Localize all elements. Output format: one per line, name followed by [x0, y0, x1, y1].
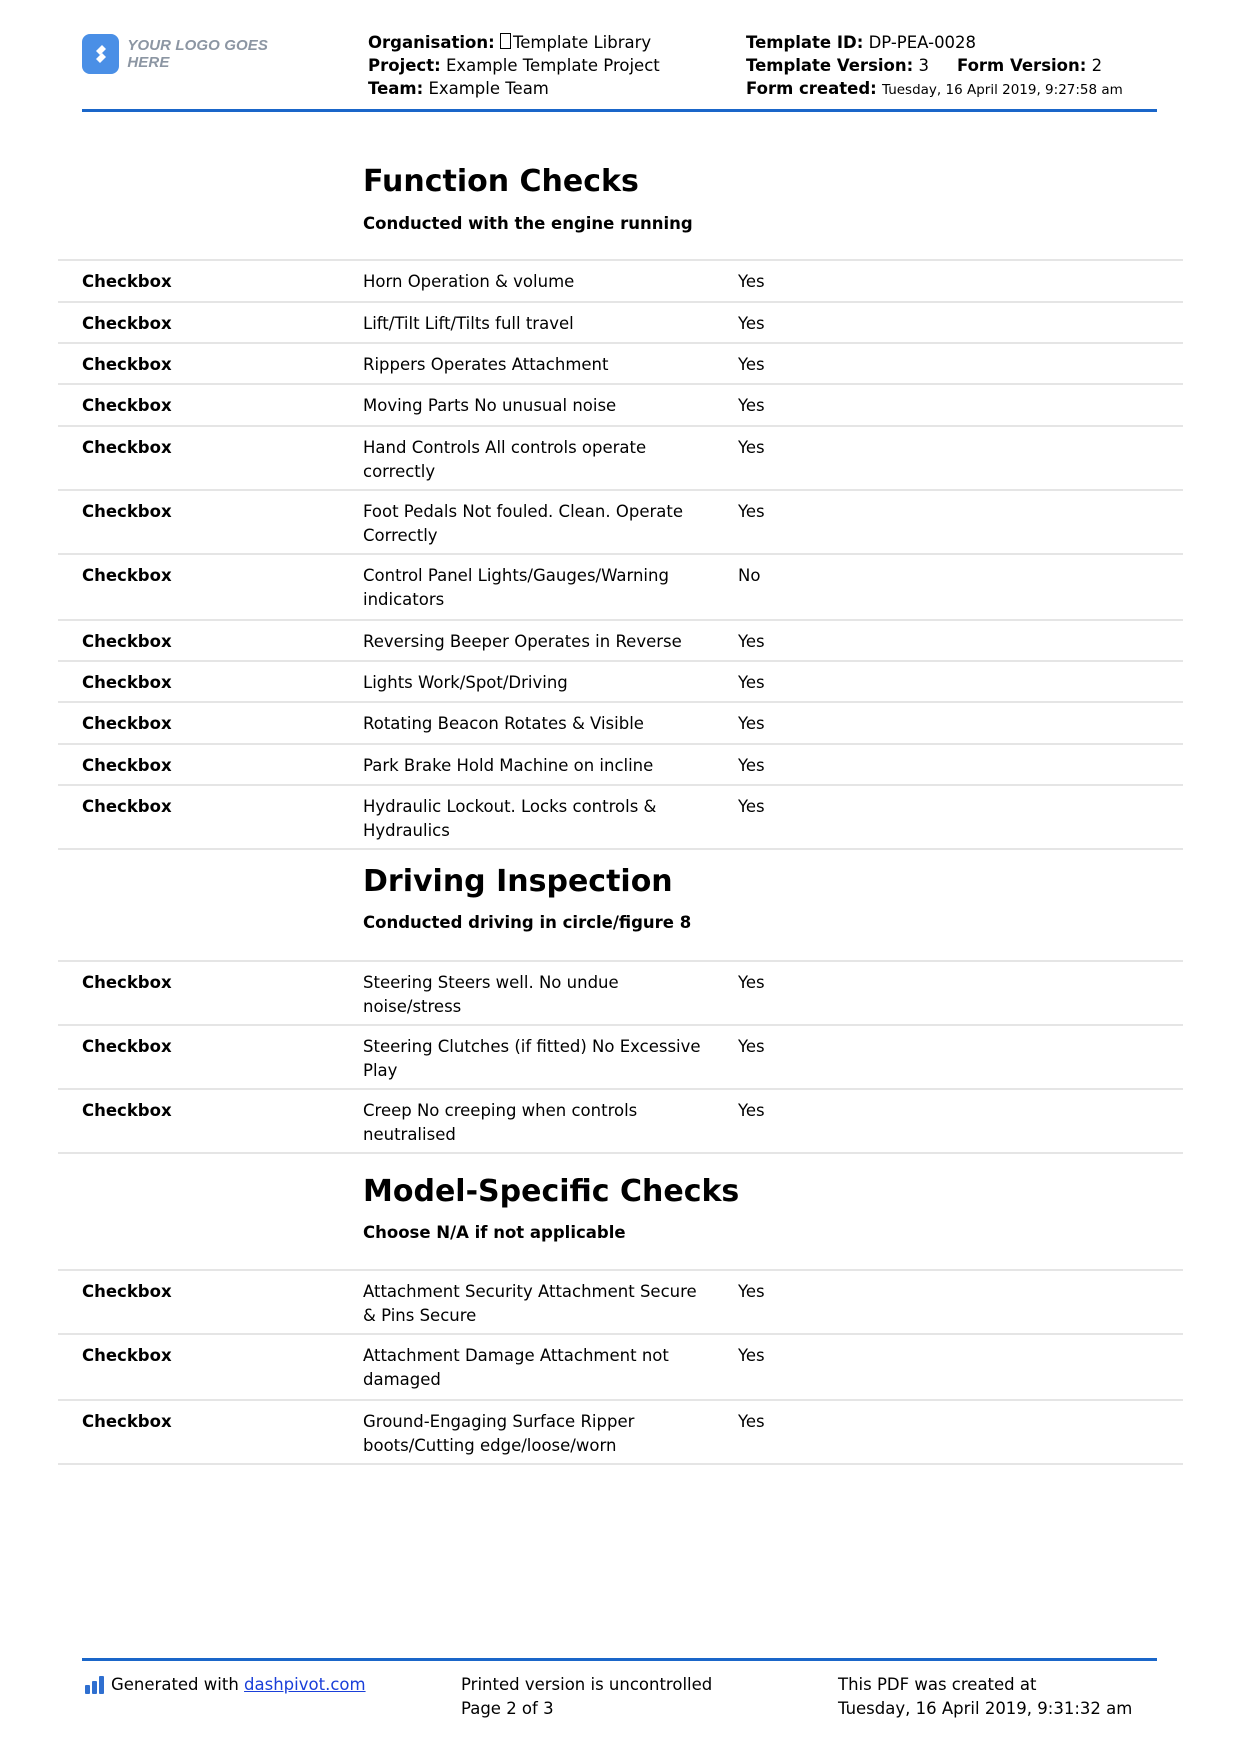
- form-created-label: Form created:: [746, 79, 877, 98]
- table-row: [58, 701, 1183, 743]
- row-value: Yes: [738, 1346, 765, 1365]
- row-item: Park Brake Hold Machine on incline: [363, 756, 654, 775]
- row-label: Checkbox: [82, 566, 172, 585]
- row-label: Checkbox: [82, 756, 172, 775]
- row-item: Creep No creeping when controls neutralised: [363, 1101, 638, 1144]
- form-created-value: Tuesday, 16 April 2019, 9:27:58 am: [882, 82, 1123, 98]
- dashpivot-bars-icon: [85, 1676, 104, 1694]
- footer-divider: [82, 1658, 1157, 1661]
- row-item: Attachment Security Attachment Secure & Pins Secure: [363, 1282, 697, 1325]
- row-label: Checkbox: [82, 502, 172, 521]
- table-row: [58, 1088, 1183, 1154]
- table-row: [58, 660, 1183, 701]
- table-row: [58, 383, 1183, 425]
- uncontrolled-text: Printed version is uncontrolled: [461, 1675, 713, 1694]
- footer-generated: [85, 1673, 366, 1697]
- row-value: Yes: [738, 973, 765, 992]
- template-id-label: Template ID:: [746, 33, 864, 52]
- row-value: Yes: [738, 797, 765, 816]
- project-value: Example Template Project: [445, 56, 660, 75]
- row-label: Checkbox: [82, 1101, 172, 1120]
- row-item: Lift/Tilt Lift/Tilts full travel: [363, 314, 574, 333]
- table-row: [58, 425, 1183, 489]
- table-row: [58, 301, 1183, 342]
- table-row: [58, 784, 1183, 850]
- row-value: Yes: [738, 1282, 765, 1301]
- team-label: Team:: [368, 79, 424, 98]
- row-label: Checkbox: [82, 1346, 172, 1365]
- row-item: Control Panel Lights/Gauges/Warning indicators: [363, 566, 669, 609]
- table-row: [58, 619, 1183, 660]
- row-label: Checkbox: [82, 1037, 172, 1056]
- row-item: Lights Work/Spot/Driving: [363, 673, 568, 692]
- row-label: Checkbox: [82, 797, 172, 816]
- row-value: No: [738, 566, 761, 585]
- pdf-created-date: Tuesday, 16 April 2019, 9:31:32 am: [838, 1698, 1133, 1718]
- project-label: Project:: [368, 56, 441, 75]
- company-logo: [82, 32, 302, 76]
- row-value: Yes: [738, 272, 765, 291]
- team-value: Example Team: [428, 79, 549, 98]
- form-version-value: 2: [1091, 56, 1103, 75]
- row-item: Hand Controls All controls operate correctly: [363, 438, 647, 481]
- form-created-line: [746, 77, 1123, 102]
- section-subtitle: Conducted driving in circle/figure 8: [363, 913, 692, 932]
- row-value: Yes: [738, 1412, 765, 1431]
- row-item: Horn Operation & volume: [363, 272, 575, 291]
- footer-page-info: [461, 1673, 712, 1720]
- section-subtitle: Choose N/A if not applicable: [363, 1223, 626, 1242]
- row-item: Moving Parts No unusual noise: [363, 396, 617, 415]
- pdf-created-text: This PDF was created at: [838, 1675, 1037, 1694]
- logo-text: YOUR LOGO GOES HERE: [127, 37, 268, 71]
- header-template-info: [746, 31, 1123, 102]
- section-title: Driving Inspection: [363, 864, 673, 899]
- table-row: [58, 1399, 1183, 1465]
- row-label: Checkbox: [82, 714, 172, 733]
- row-value: Yes: [738, 314, 765, 333]
- table-row: [58, 553, 1183, 619]
- header-divider: [82, 109, 1157, 112]
- template-id-line: [746, 31, 1123, 54]
- organisation-line: [368, 31, 660, 54]
- row-item: Attachment Damage Attachment not damaged: [363, 1346, 669, 1389]
- row-item: Ground-Engaging Surface Ripper boots/Cutting edge/loose/worn: [363, 1412, 635, 1455]
- organisation-label: Organisation:: [368, 33, 495, 52]
- row-label: Checkbox: [82, 673, 172, 692]
- row-item: Foot Pedals Not fouled. Clean. Operate Correctly: [363, 502, 683, 545]
- row-value: Yes: [738, 396, 765, 415]
- table-row: [58, 743, 1183, 784]
- row-item: Rotating Beacon Rotates & Visible: [363, 714, 644, 733]
- template-id-value: DP-PEA-0028: [868, 33, 977, 52]
- row-value: Yes: [738, 1037, 765, 1056]
- row-label: Checkbox: [82, 438, 172, 457]
- dashpivot-link[interactable]: dashpivot.com: [244, 1675, 366, 1694]
- template-version-label: Template Version:: [746, 56, 914, 75]
- row-value: Yes: [738, 438, 765, 457]
- missing-glyph-icon: [500, 33, 511, 49]
- footer-created-info: [838, 1673, 1132, 1720]
- row-value: Yes: [738, 632, 765, 651]
- row-item: Reversing Beeper Operates in Reverse: [363, 632, 682, 651]
- project-line: [368, 54, 660, 77]
- team-line: [368, 77, 660, 100]
- template-version-value: 3: [918, 56, 929, 75]
- row-item: Steering Steers well. No undue noise/stress: [363, 973, 619, 1016]
- row-value: Yes: [738, 502, 765, 521]
- header-project-info: [368, 31, 660, 100]
- row-item: Steering Clutches (if fitted) No Excessive Play: [363, 1037, 701, 1080]
- form-version-label: Form Version:: [956, 56, 1087, 75]
- row-value: Yes: [738, 355, 765, 374]
- version-line: [746, 54, 1123, 77]
- row-value: Yes: [738, 1101, 765, 1120]
- table-row: [58, 1333, 1183, 1399]
- table-row: [58, 259, 1183, 301]
- row-label: Checkbox: [82, 314, 172, 333]
- row-item: Hydraulic Lockout. Locks controls & Hydraulics: [363, 797, 657, 840]
- row-label: Checkbox: [82, 272, 172, 291]
- row-value: Yes: [738, 714, 765, 733]
- organisation-value: Template Library: [512, 33, 652, 52]
- generated-text: Generated with: [111, 1675, 239, 1694]
- section-title: Function Checks: [363, 164, 639, 199]
- row-label: Checkbox: [82, 355, 172, 374]
- table-row: [58, 489, 1183, 553]
- table-row: [58, 1269, 1183, 1333]
- table-row: [58, 342, 1183, 383]
- row-item: Rippers Operates Attachment: [363, 355, 609, 374]
- row-label: Checkbox: [82, 1412, 172, 1431]
- row-value: Yes: [738, 673, 765, 692]
- page-number: Page 2 of 3: [461, 1698, 554, 1718]
- table-row: [58, 1024, 1183, 1088]
- logo-icon: [82, 34, 119, 74]
- row-label: Checkbox: [82, 632, 172, 651]
- row-label: Checkbox: [82, 1282, 172, 1301]
- section-title: Model-Specific Checks: [363, 1174, 740, 1209]
- row-value: Yes: [738, 756, 765, 775]
- section-subtitle: Conducted with the engine running: [363, 214, 693, 233]
- row-label: Checkbox: [82, 973, 172, 992]
- table-row: [58, 960, 1183, 1024]
- row-label: Checkbox: [82, 396, 172, 415]
